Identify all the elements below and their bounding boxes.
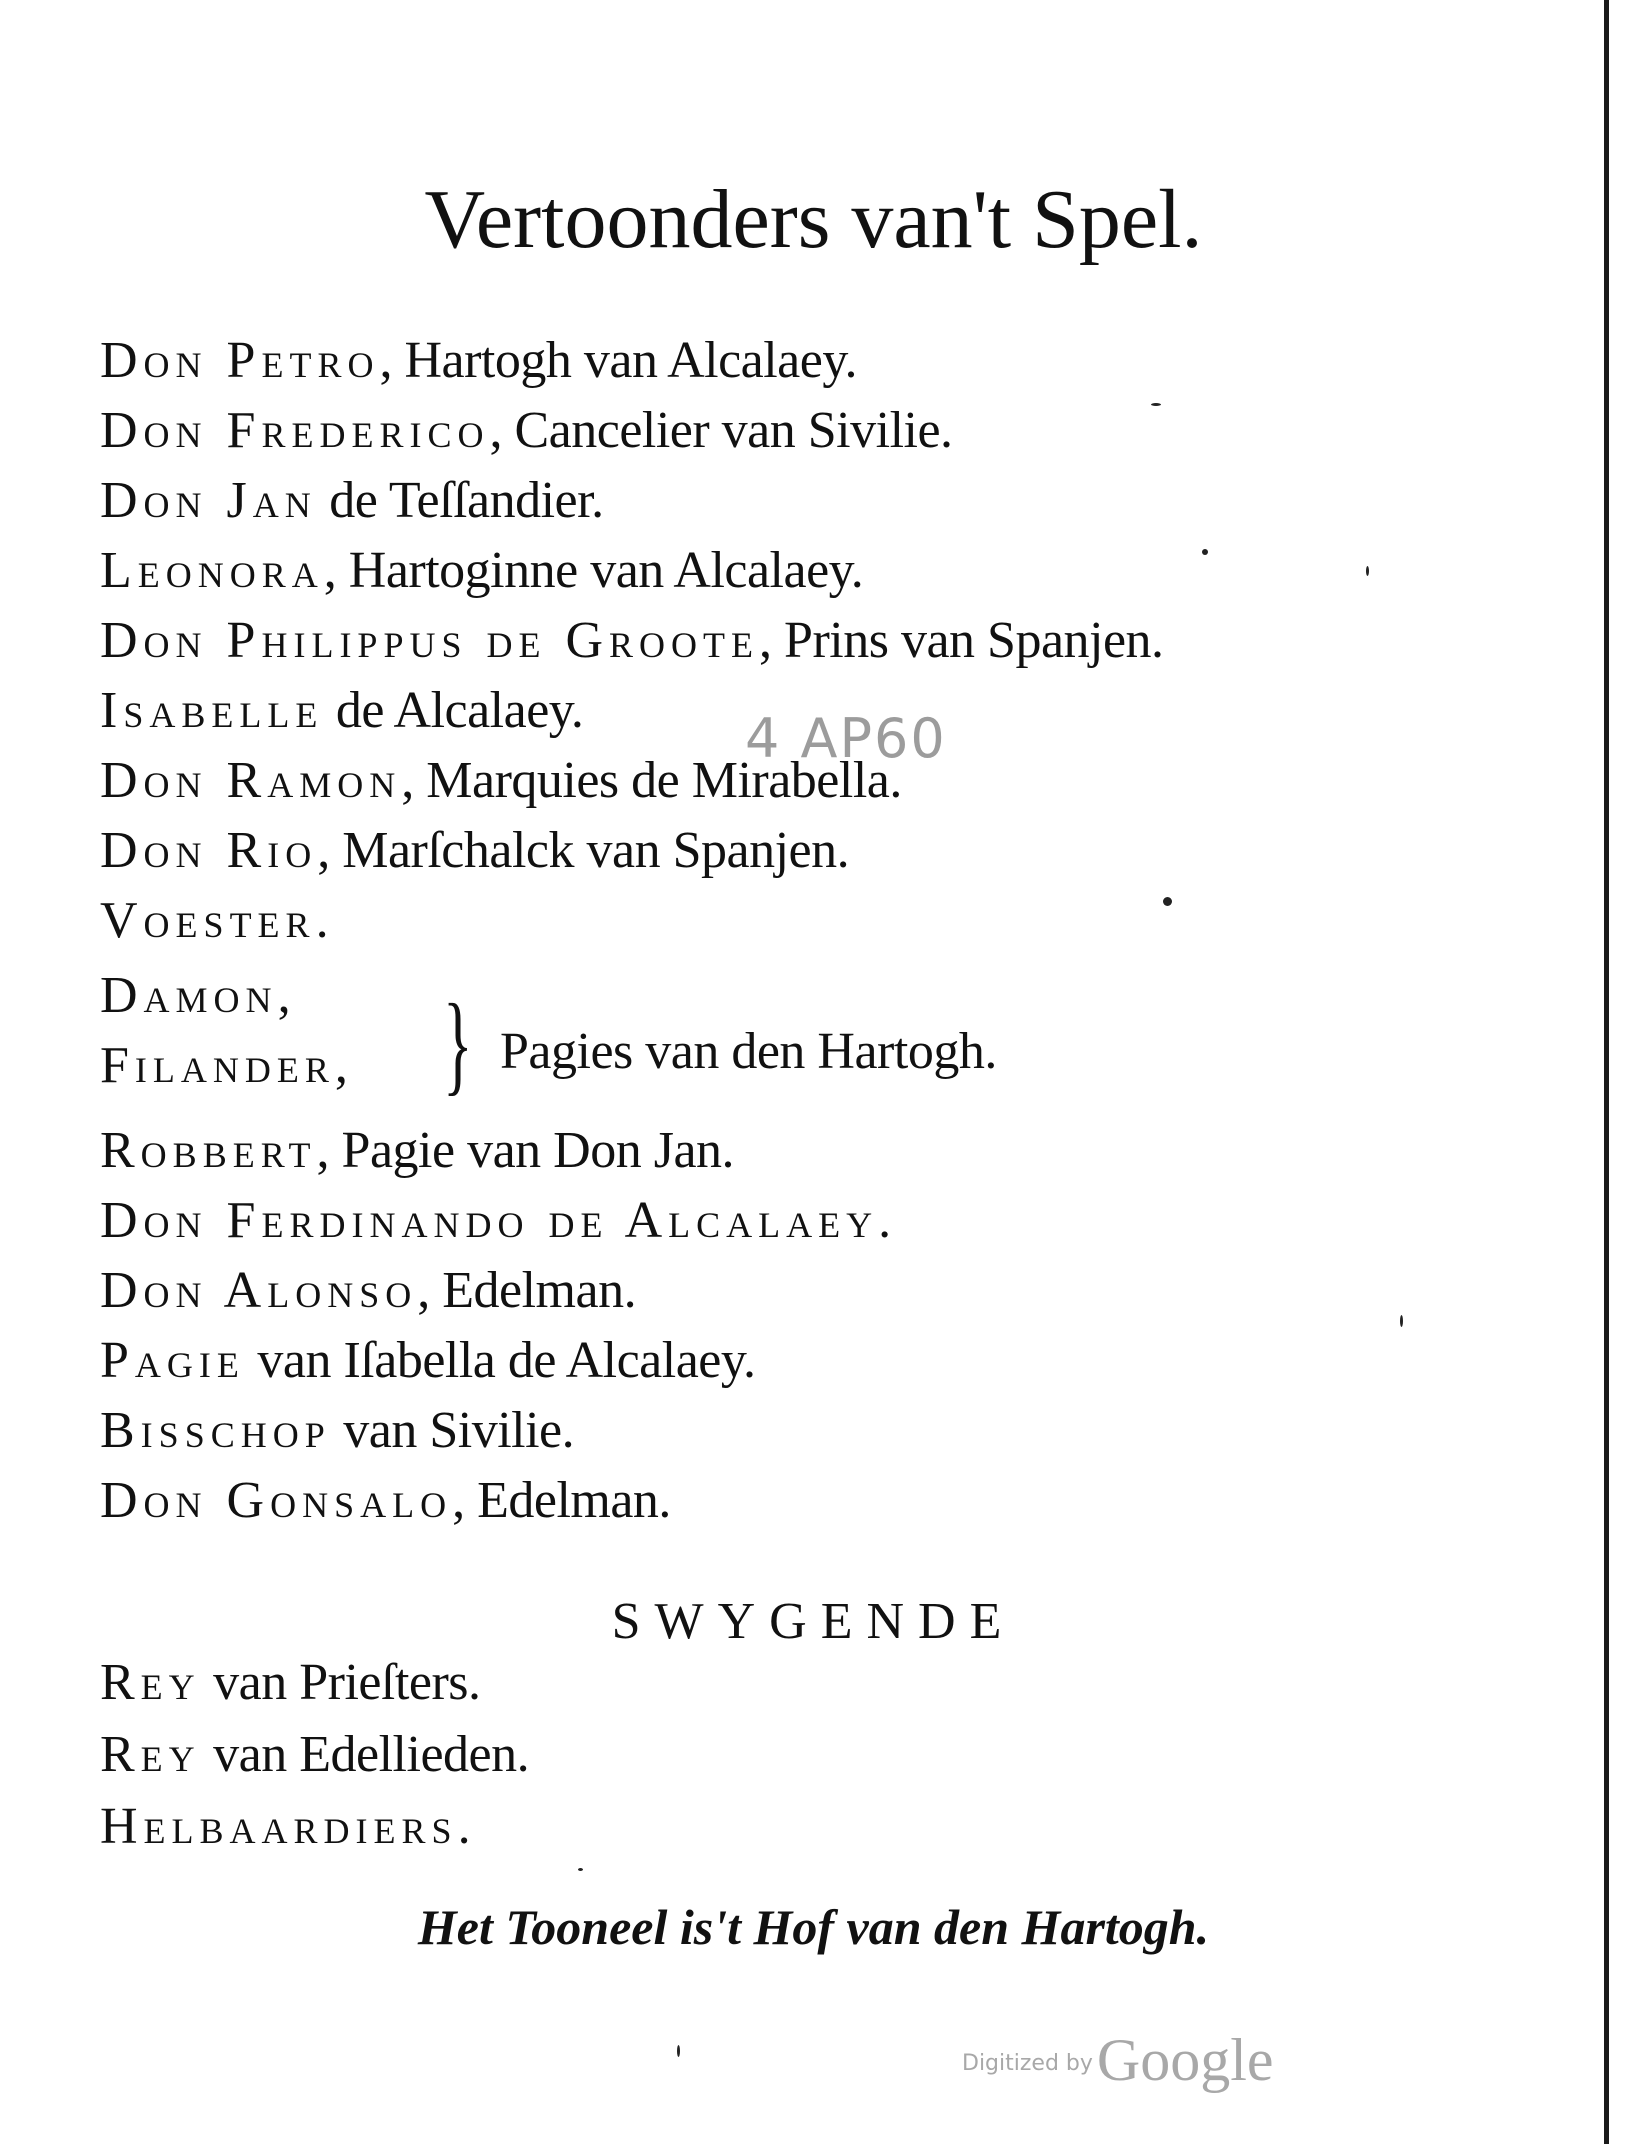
cast-item bbox=[100, 1726, 530, 1783]
cast-name: Filander bbox=[100, 1037, 335, 1094]
cast-item bbox=[100, 472, 604, 529]
cast-item bbox=[100, 1798, 471, 1855]
section-heading: SWYGENDE bbox=[611, 1593, 1016, 1650]
cast-name: Rey bbox=[100, 1654, 201, 1711]
cast-description: , Edelman. bbox=[417, 1262, 637, 1319]
pages-group-label: Pagies van den Hartogh. bbox=[500, 1023, 997, 1080]
cast-description: , Pagie van Don Jan. bbox=[316, 1122, 735, 1179]
watermark-prefix: Digitized by bbox=[962, 2051, 1093, 2076]
cast-description: . bbox=[457, 1798, 471, 1855]
ink-speck bbox=[1163, 897, 1172, 906]
cast-name: Leonora bbox=[100, 542, 324, 599]
digitized-watermark bbox=[962, 2026, 1274, 2095]
cast-description: , Marquies de Mirabella. bbox=[401, 752, 902, 809]
cast-item bbox=[100, 1262, 637, 1319]
cast-name: Voester bbox=[100, 892, 316, 949]
cast-name: Don Philippus de Groote bbox=[100, 612, 760, 669]
cast-description: , Marſchalck van Spanjen. bbox=[317, 822, 850, 879]
cast-item bbox=[100, 1402, 575, 1459]
cast-item bbox=[100, 682, 584, 739]
cast-name: Robbert bbox=[100, 1122, 317, 1179]
cast-name: Isabelle bbox=[100, 682, 324, 739]
cast-description: de Teſſandier. bbox=[316, 472, 604, 529]
cast-item bbox=[100, 402, 953, 459]
cast-item bbox=[100, 1122, 735, 1179]
cast-item bbox=[100, 332, 857, 389]
cast-item bbox=[100, 1192, 891, 1249]
cast-description: . bbox=[878, 1192, 891, 1249]
cast-name: Don Petro bbox=[100, 332, 380, 389]
cast-description: van Prieſters. bbox=[200, 1654, 481, 1711]
cast-description: van Edellieden. bbox=[200, 1726, 530, 1783]
cast-description: de Alcalaey. bbox=[323, 682, 584, 739]
cast-item bbox=[100, 1472, 671, 1529]
cast-name: Helbaardiers bbox=[100, 1798, 458, 1855]
cast-description: , bbox=[277, 967, 291, 1024]
cast-item bbox=[100, 1654, 481, 1711]
brace-symbol: } bbox=[443, 982, 473, 1106]
cast-name: Don Gonsalo bbox=[100, 1472, 453, 1529]
page-edge bbox=[1604, 0, 1609, 2144]
cast-name: Bisschop bbox=[100, 1402, 331, 1459]
cast-description: van Sivilie. bbox=[330, 1402, 575, 1459]
cast-item bbox=[100, 612, 1164, 669]
cast-description: van Iſabella de Alcalaey. bbox=[244, 1332, 756, 1389]
cast-name: Damon bbox=[100, 967, 278, 1024]
cast-name: Don Alonso bbox=[100, 1262, 418, 1319]
cast-description: , Edelman. bbox=[452, 1472, 671, 1529]
cast-name: Don Ramon bbox=[100, 752, 402, 809]
cast-item bbox=[100, 967, 291, 1024]
cast-description: , Hartoginne van Alcalaey. bbox=[323, 542, 864, 599]
watermark-brand: Google bbox=[1096, 2027, 1274, 2093]
cast-item bbox=[100, 892, 329, 949]
ink-speck bbox=[1366, 566, 1369, 576]
scene-note: Het Tooneel is't Hof van den Hartogh. bbox=[417, 1899, 1210, 1955]
page-title: Vertoonders van't Spel. bbox=[424, 173, 1203, 266]
ink-speck bbox=[1202, 549, 1208, 555]
cast-name: Pagie bbox=[100, 1332, 245, 1389]
cast-name: Rey bbox=[100, 1726, 201, 1783]
cast-name: Don Frederico bbox=[100, 402, 490, 459]
ink-speck bbox=[1151, 403, 1161, 406]
cast-description: . bbox=[315, 892, 329, 949]
cast-name: Don Rio bbox=[100, 822, 318, 879]
ink-speck bbox=[677, 2045, 680, 2057]
cast-item bbox=[100, 1332, 756, 1389]
cast-item bbox=[100, 542, 864, 599]
library-stamp: 4 AP60 bbox=[745, 707, 947, 770]
cast-item bbox=[100, 1037, 348, 1094]
ink-speck bbox=[578, 1868, 583, 1871]
cast-name: Don Ferdinando de Alcalaey bbox=[100, 1192, 879, 1249]
cast-description: , bbox=[334, 1037, 348, 1094]
cast-description: , Hartogh van Alcalaey. bbox=[379, 332, 857, 389]
cast-item bbox=[100, 822, 850, 879]
cast-name: Don Jan bbox=[100, 472, 317, 529]
cast-description: , Cancelier van Sivilie. bbox=[489, 402, 953, 459]
ink-speck bbox=[1400, 1315, 1403, 1327]
cast-description: , Prins van Spanjen. bbox=[759, 612, 1164, 669]
